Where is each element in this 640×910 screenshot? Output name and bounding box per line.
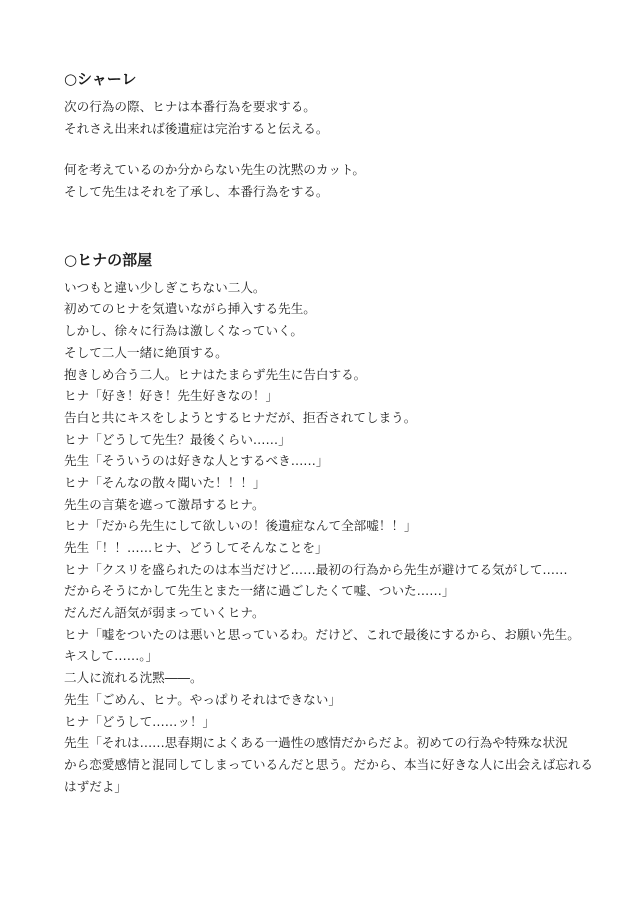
dialogue-line: キスして……。」 — [64, 648, 159, 664]
dialogue-line: はずだよ」 — [64, 778, 127, 794]
dialogue-line: ヒナ「だから先生にして欲しいの！後遺症なんて全部嘘！！」 — [64, 518, 417, 534]
text-line: 二人に流れる沈黙――。 — [64, 670, 203, 686]
dialogue-line: 先生「！！……ヒナ、どうしてそんなことを」 — [64, 540, 328, 555]
text-line: いつもと違い少しぎこちない二人。 — [64, 279, 266, 295]
section-heading-shale: ○シャーレ — [64, 70, 137, 88]
dialogue-line: ヒナ「クスリを盛られたのは本当だけど……最初の行為から先生が避けてる気がして…… — [64, 561, 568, 577]
section-heading-hina-room: ○ヒナの部屋 — [64, 250, 153, 269]
dialogue-line: ヒナ「嘘をついたのは悪いと思っているわ。だけど、これで最後にするから、お願い先生。 — [64, 626, 580, 642]
dialogue-line: ヒナ「どうして先生？最後くらい……」 — [64, 431, 291, 447]
section-gap — [64, 203, 584, 227]
text-line: そして先生はそれを了承し、本番行為をする。 — [64, 184, 329, 200]
section-gap — [64, 227, 584, 247]
script-page — [64, 68, 593, 797]
text-line: 初めてのヒナを気遣いながら挿入する先生。 — [64, 301, 316, 317]
dialogue-line: 先生「それは……思春期によくある一過性の感情だからだよ。初めての行為や特殊な状況 — [64, 735, 568, 751]
dialogue-line: だからそうにかして先生とまた一緒に過ごしたくて嘘、ついた……」 — [64, 583, 455, 599]
text-line: 何を考えているのか分からない先生の沈黙のカット。 — [64, 162, 365, 178]
text-line: しかし、徐々に行為は激しくなっていく。 — [64, 323, 304, 339]
text-line: それさえ出来れば後遺症は完治すると伝える。 — [64, 120, 329, 136]
text-line: 先生の言葉を遮って激昂するヒナ。 — [64, 496, 265, 512]
dialogue-line: から恋愛感情と混同してしまっているんだと思う。だから、本当に好きな人に出会えば忘れる — [64, 756, 593, 772]
dialogue-line: 先生「そういうのは好きな人とするべき……」 — [64, 453, 329, 469]
text-line: 告白と共にキスをしようとするヒナだが、拒否されてしまう。 — [64, 409, 417, 425]
dialogue-line: ヒナ「好き！好き！先生好きなの！」 — [64, 388, 279, 404]
text-line: だんだん語気が弱まっていくヒナ。 — [64, 605, 265, 621]
dialogue-line: ヒナ「どうして……ッ！」 — [64, 713, 216, 729]
dialogue-line: ヒナ「そんなの散々聞いた！！！」 — [64, 474, 266, 490]
paragraph-gap — [64, 139, 584, 159]
text-line: そして二人一緒に絶頂する。 — [64, 344, 228, 360]
text-line: 抱きしめ合う二人。ヒナはたまらず先生に告白する。 — [64, 366, 367, 382]
dialogue-line: 先生「ごめん、ヒナ。やっぱりそれはできない」 — [64, 691, 341, 707]
text-line: 次の行為の際、ヒナは本番行為を要求する。 — [64, 99, 316, 114]
